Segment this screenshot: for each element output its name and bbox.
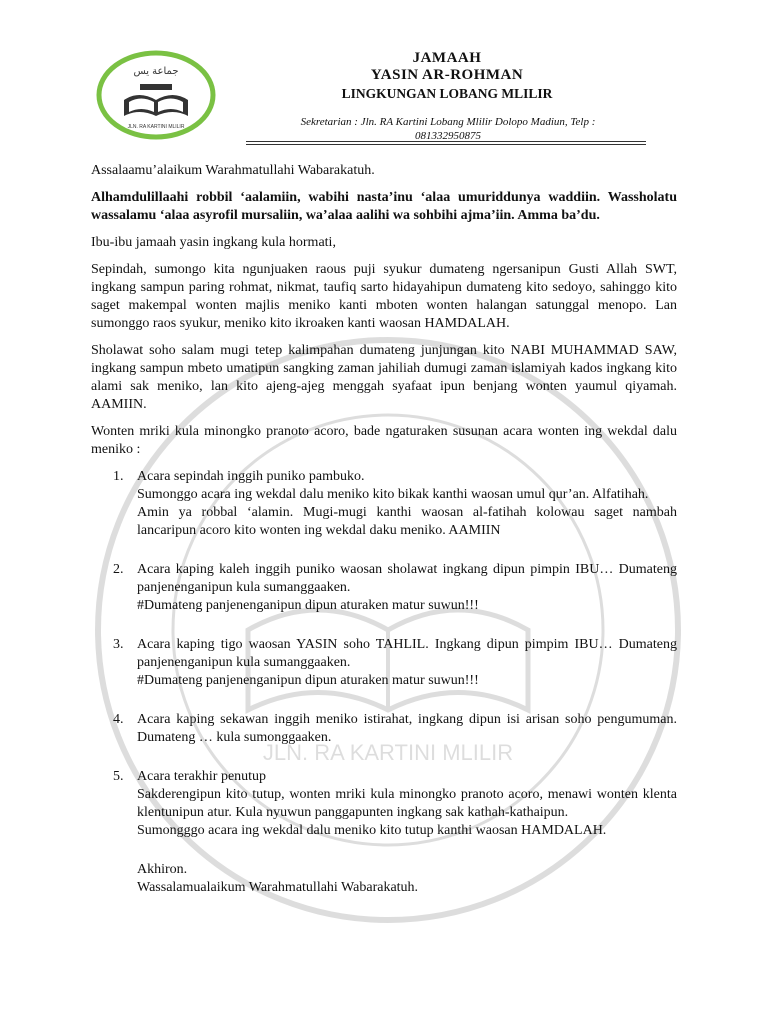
agenda-number: 1. [113, 469, 124, 484]
watermark-caption: JLN. RA KARTINI MLILIR [262, 740, 514, 765]
agenda-number: 3. [113, 637, 124, 652]
agenda-line: #Dumateng panjenenganipun dipun aturaken matur suwun!!! [137, 598, 479, 613]
greeting: Ibu-ibu jamaah yasin ingkang kula hormati, [91, 235, 336, 250]
secretariat-info [256, 115, 640, 143]
logo-caption: JLN. RA KARTINI MLILIR [127, 124, 185, 130]
agenda-number: 2. [113, 562, 124, 577]
letterhead [0, 0, 768, 150]
agenda-item-3 [91, 636, 677, 690]
agenda-line: Amin ya robbal ‘alamin. Mugi-mugi kanthi waosan al-fatihah kolowau saget nambah lancaripun acoro kito wonten ing wekdal daku meniko. AAMIIN [137, 505, 677, 538]
org-title-line3: LINGKUNGAN LOBANG MLILIR [341, 86, 553, 101]
secretariat-phone: 081332950875 [415, 130, 481, 142]
org-title-line1: JAMAAH [412, 50, 482, 66]
closing-salam: Wassalamualaikum Warahmatullahi Wabarakatuh. [137, 880, 419, 895]
agenda-line: Acara kaping tigo waosan YASIN soho TAHLIL. Ingkang dipun pimpim IBU… Dumateng panjenenganipun kula sumanggaaken. [137, 637, 677, 670]
agenda-item-1 [91, 468, 677, 540]
agenda-list [91, 468, 677, 840]
organization-logo [96, 50, 216, 140]
secretariat-address: Sekretarian : Jln. RA Kartini Lobang Mlilir Dolopo Madiun, Telp : [300, 116, 596, 128]
agenda-line: Sumongggo acara ing wekdal dalu meniko kito tutup kanthi waosan HAMDALAH. [137, 823, 607, 838]
agenda-number: 5. [113, 769, 124, 784]
org-title-line2: YASIN AR-ROHMAN [370, 67, 524, 83]
agenda-line: Sakderengipun kito tutup, wonten mriki kula minongko pranoto acoro, menawi wonten klenta klentunipun atur. Kula nyuwun panggapunten ingkang sak kathah-kathaipun. [137, 787, 677, 820]
agenda-line: #Dumateng panjenenganipun dipun aturaken matur suwun!!! [137, 673, 479, 688]
agenda-item-2 [91, 561, 677, 615]
paragraph-intro-agenda: Wonten mriki kula minongko pranoto acoro, bade ngaturaken susunan acara wonten ing wekdal dalu meniko : [91, 424, 677, 457]
agenda-line: Acara terakhir penutup [137, 769, 267, 784]
paragraph-sholawat: Sholawat soho salam mugi tetep kalimpahan dumateng junjungan kito NABI MUHAMMAD SAW, ingkang sampun mbeto umatipun sangking zaman jahiliah dumugi zaman islamiyah kados ingkang kito alami sak meniko, lan kito ajeng-ajeg menggah syafaat ipun benjang wonten yaumul qiyamah. AAMIIN. [91, 343, 677, 412]
agenda-line: Sumonggo acara ing wekdal dalu meniko kito bikak kanthi waosan umul qur’an. Alfatihah. [137, 487, 649, 502]
header-divider-thin [246, 144, 646, 145]
agenda-number: 4. [113, 712, 124, 727]
header-divider [246, 141, 646, 142]
closing [91, 861, 677, 897]
agenda-line: Acara sepindah inggih puniko pambuko. [137, 469, 365, 484]
agenda-item-4 [91, 711, 677, 747]
opening-salam: Assalaamu’alaikum Warahmatullahi Wabarakatuh. [91, 163, 375, 178]
agenda-line: Acara kaping kaleh inggih puniko waosan sholawat ingkang dipun pimpin IBU… Dumateng panjenenganipun kula sumanggaaken. [137, 562, 677, 595]
agenda-item-5 [91, 768, 677, 840]
paragraph-syukur: Sepindah, sumongo kita ngunjuaken raous puji syukur dumateng ngersanipun Gusti Allah SWT, ingkang sampun paring rohmat, nikmat, taufiq sarto hidayahipun dumateng kito sedoyo, sahinggo kito saget makempal wonten majlis meniko kanti mboten wonten halangan satunggal menopo. Lan sumonggo raos syukur, meniko kito ikroaken kanti waosan HAMDALAH. [91, 262, 677, 331]
letter-body [91, 162, 677, 897]
opening-hamdalah: Alhamdulillaahi robbil ‘aalamiin, wabihi nasta’inu ‘alaa umuriddunya waddiin. Wassholatu wassalamu ‘alaa asyrofil mursaliin, wa’alaa aalihi wa sohbihi ajma’iin. Amma ba’du. [91, 190, 677, 223]
closing-akhiron: Akhiron. [137, 862, 188, 877]
logo-arabic-text: جماعة يس [133, 66, 179, 77]
agenda-line: Acara kaping sekawan inggih meniko istirahat, ingkang dipun isi arisan soho pengumuman. Dumateng … kula sumonggaaken. [137, 712, 677, 745]
